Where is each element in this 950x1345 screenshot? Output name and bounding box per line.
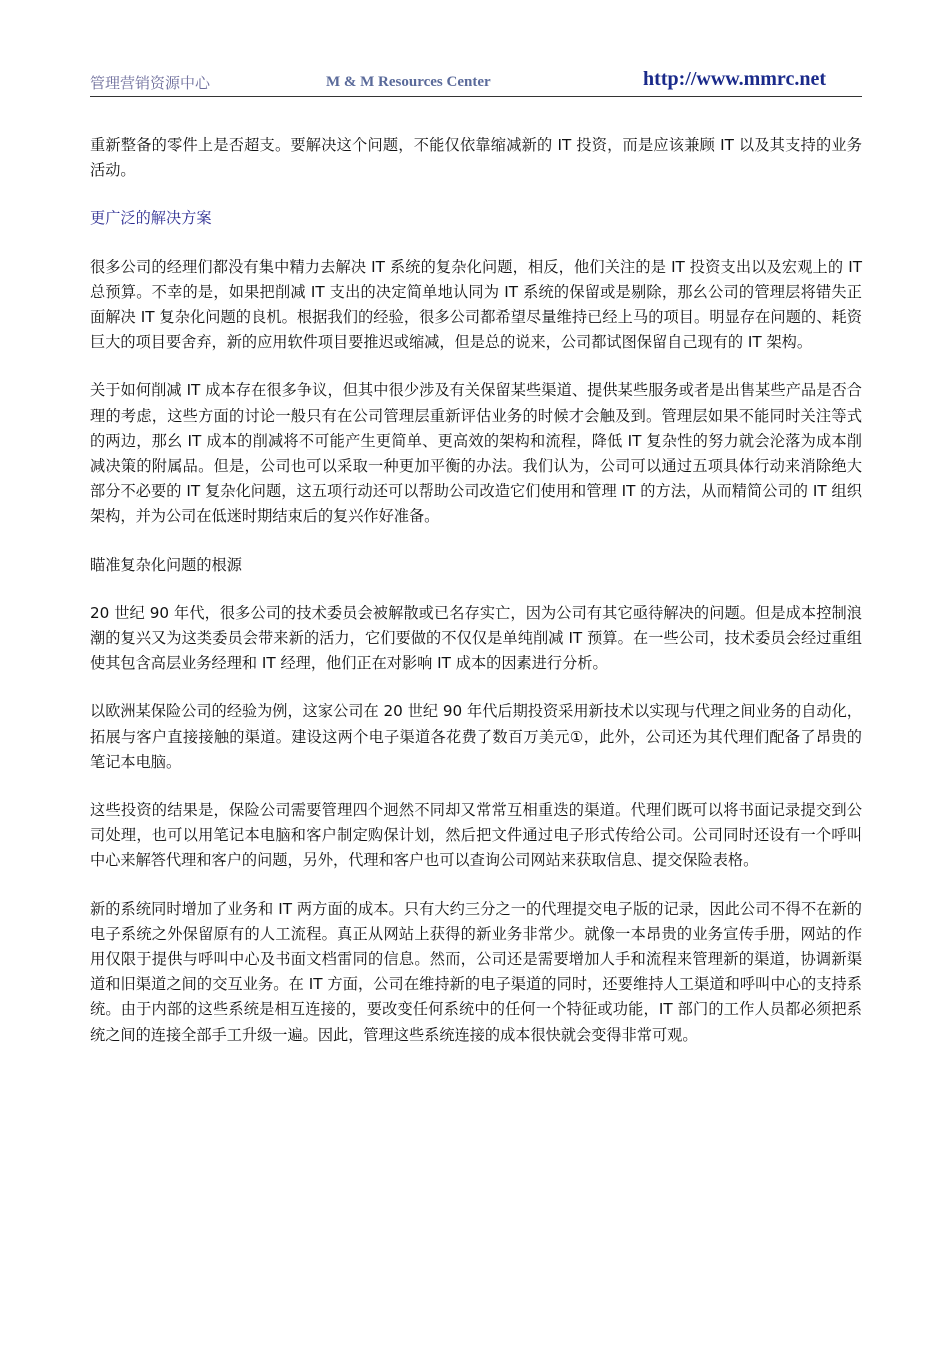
paragraph: 关于如何削减 IT 成本存在很多争议，但其中很少涉及有关保留某些渠道、提供某些服务或者是出售某些产品是否合理的考虑，这些方面的讨论一般只有在公司管理层重新评估业务的时候才会触及到。管理层如果不能同时关注等式的两边，那幺 IT 成本的削减将不可能产生更简单、更高效的架构和流程，降低 IT 复杂性的努力就会沦落为成本削减决策的附属品。但是，公司也可以采取一种更加平衡的办法。我们认为，公司可以通过五项具体行动来消除绝大部分不必要的 IT 复杂化问题，这五项行动还可以帮助公司改造它们使用和管理 IT 的方法，从而精简公司的 IT 组织架构，并为公司在低迷时期结束后的复兴作好准备。 [90,381,862,526]
section-subheading: 瞄准复杂化问题的根源 [90,555,242,574]
paragraph: 重新整备的零件上是否超支。要解决这个问题，不能仅依靠缩减新的 IT 投资，而是应该兼顾 IT 以及其支持的业务活动。 [90,136,862,180]
document-body [90,133,862,1071]
paragraph: 以欧洲某保险公司的经验为例，这家公司在 20 世纪 90 年代后期投资采用新技术以实现与代理之间业务的自动化，拓展与客户直接接触的渠道。建设这两个电子渠道各花费了数百万美元①，此外，公司还为其代理们配备了昂贵的笔记本电脑。 [90,702,862,771]
paragraph: 很多公司的经理们都没有集中精力去解决 IT 系统的复杂化问题，相反，他们关注的是 IT 投资支出以及宏观上的 IT 总预算。不幸的是，如果把削减 IT 支出的决定简单地认同为 IT 系统的保留或是剔除，那幺公司的管理层将错失正面解决 IT 复杂化问题的良机。根据我们的经验，很多公司都希望尽量维持已经上马的项目。明显存在问题的、耗资巨大的项目要舍弃，新的应用软件项目要推迟或缩减，但是总的说来，公司都试图保留自己现有的 IT 架构。 [90,257,862,352]
paragraph: 这些投资的结果是，保险公司需要管理四个迥然不同却又常常互相重迭的渠道。代理们既可以将书面记录提交到公司处理，也可以用笔记本电脑和客户制定购保计划，然后把文件通过电子形式传给公司。公司同时还设有一个呼叫中心来解答代理和客户的问题，另外，代理和客户也可以查询公司网站来获取信息、提交保险表格。 [90,801,862,870]
paragraph: 新的系统同时增加了业务和 IT 两方面的成本。只有大约三分之一的代理提交电子版的记录，因此公司不得不在新的电子系统之外保留原有的人工流程。真正从网站上获得的新业务非常少。就像一本昂贵的业务宣传手册，网站的作用仅限于提供与呼叫中心及书面文档雷同的信息。然而，公司还是需要增加人手和流程来管理新的渠道，协调新渠道和旧渠道之间的交互业务。在 IT 方面，公司在维持新的电子渠道的同时，还要维持人工渠道和呼叫中心的支持系统。由于内部的这些系统是相互连接的，要改变任何系统中的任何一个特征或功能，IT 部门的工作人员都必须把系统之间的连接全部手工升级一遍。因此，管理这些系统连接的成本很快就会变得非常可观。 [90,899,862,1044]
header-website-link[interactable]: http://www.mmrc.net [643,68,826,90]
header-center-title: M & M Resources Center [326,74,491,90]
page-header [90,68,862,97]
section-heading: 更广泛的解决方案 [90,209,212,228]
paragraph: 20 世纪 90 年代，很多公司的技术委员会被解散或已名存实亡，因为公司有其它亟待解决的问题。但是成本控制浪潮的复兴又为这类委员会带来新的活力，它们要做的不仅仅是单纯削减 IT 预算。在一些公司，技术委员会经过重组使其包含高层业务经理和 IT 经理，他们正在对影响 IT 成本的因素进行分析。 [90,603,862,673]
header-org-name: 管理营销资源中心 [90,74,211,92]
